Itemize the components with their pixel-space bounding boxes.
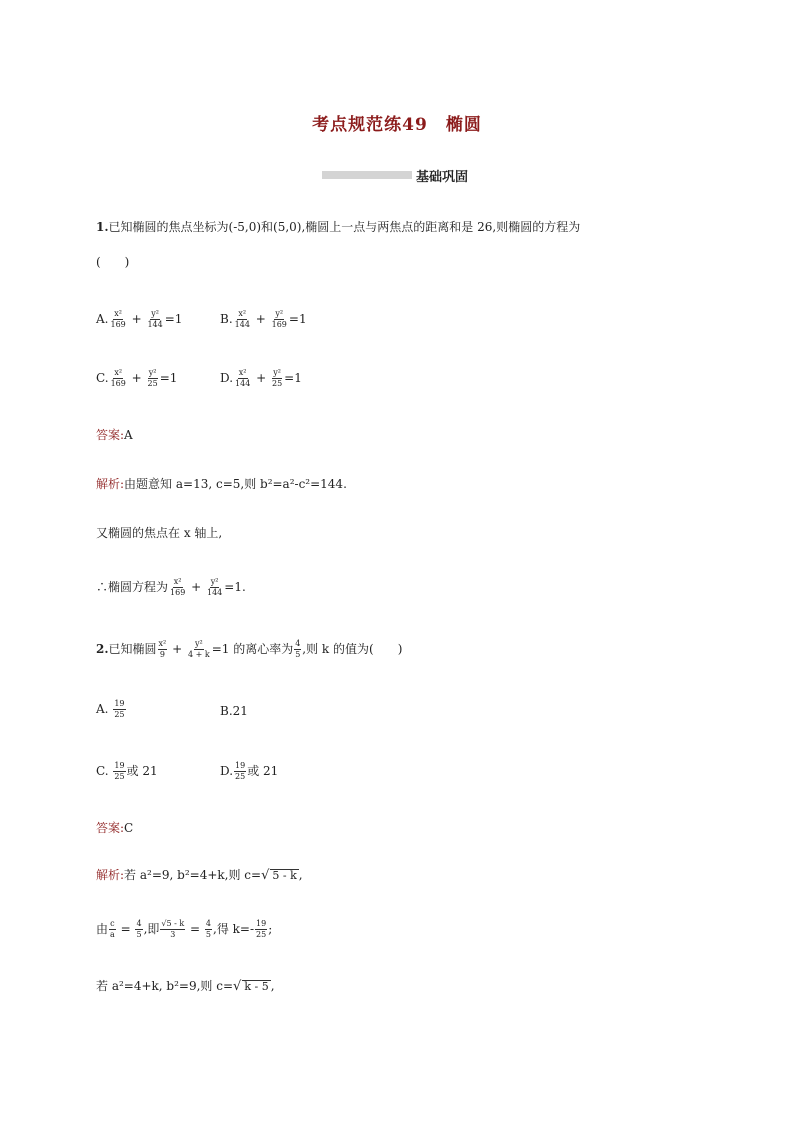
q1-option-d: D. $\frac{\text{x²}}{144}$ + $\frac{\text{y²}}{25}$ =1 <box>220 368 302 388</box>
q1-stem: 1.已知椭圆的焦点坐标为(-5,0)和(5,0),椭圆上一点与两焦点的距离和是 26,则椭圆的方程为 <box>96 220 581 234</box>
q2-option-a: A. $\frac{19}{25}$ <box>96 699 125 719</box>
q2-option-d: D. $\frac{19}{25}$ 或 21 <box>220 761 279 781</box>
section-bar <box>322 171 412 179</box>
q1-analysis-line3: ∴椭圆方程为 $\frac{\text{x²}}{169}$ + $\frac{\text{y²}}{144}$ =1. <box>96 577 246 597</box>
q1-option-b: B. $\frac{\text{x²}}{144}$ + $\frac{\text{y²}}{169}$ =1 <box>220 309 307 329</box>
q2-analysis-line1: 解析:若 a²=9, b²=4+k,则 c=√ 5 - k , <box>96 868 303 883</box>
q1-option-a: A. $\frac{\text{x²}}{169}$ + $\frac{\text{y²}}{144}$ =1 <box>96 309 183 329</box>
q1-option-c: C. $\frac{\text{x²}}{169}$ + $\frac{\text{y²}}{25}$ =1 <box>96 368 178 388</box>
q2-analysis-line2: 由 $\frac{c}{a}$ = $\frac{4}{5}$ ,即 $\frac{√5 - k}{3}$ = $\frac{4}{5}$ ,得 k=- $\frac{19}{25}$ ; <box>96 919 273 939</box>
q1-paren: ( ) <box>96 255 130 269</box>
q2-stem: 2.已知椭圆 $\frac{\text{x²}}{9}$ + $\frac{\text{y²}}{4 + k}$ =1 的离心率为 $\frac{4}{5}$ ,则 k 的值为( ) <box>96 639 403 659</box>
q2-option-b: B.21 <box>220 704 248 718</box>
q2-analysis-line3: 若 a²=4+k, b²=9,则 c=√ k - 5 , <box>96 979 275 994</box>
q1-analysis-line1: 解析:由题意知 a=13, c=5,则 b²=a²-c²=144. <box>96 477 347 491</box>
q2-answer: 答案:C <box>96 821 134 835</box>
q1-analysis-line2: 又椭圆的焦点在 x 轴上, <box>96 526 223 540</box>
page-title: 考点规范练49 椭圆 <box>312 115 482 135</box>
q2-option-c: C. $\frac{19}{25}$ 或 21 <box>96 761 158 781</box>
q1-number: 1. <box>96 220 109 234</box>
q1-answer: 答案:A <box>96 428 133 442</box>
section-label: 基础巩固 <box>416 170 469 185</box>
